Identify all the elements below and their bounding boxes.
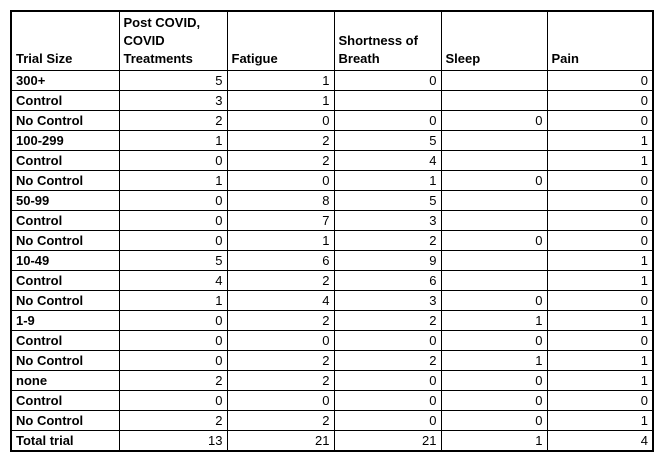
table-row (11, 211, 653, 231)
value-cell: 0 (547, 191, 653, 211)
trial-size-symptom-table (10, 10, 654, 452)
value-cell (441, 271, 547, 291)
table-row (11, 131, 653, 151)
value-cell: 2 (227, 131, 334, 151)
value-cell: 1 (119, 171, 227, 191)
row-label: Control (11, 331, 119, 351)
col-header-trial-size: Trial Size (11, 11, 119, 71)
value-cell: 4 (334, 151, 441, 171)
row-label: No Control (11, 291, 119, 311)
value-cell: 21 (227, 431, 334, 452)
col-header-fatigue: Fatigue (227, 11, 334, 71)
row-label: 50-99 (11, 191, 119, 211)
row-label: No Control (11, 351, 119, 371)
row-label: Control (11, 91, 119, 111)
value-cell: 0 (547, 91, 653, 111)
table-row (11, 351, 653, 371)
value-cell: 0 (119, 231, 227, 251)
value-cell: 2 (227, 151, 334, 171)
value-cell: 2 (227, 411, 334, 431)
row-label: 1-9 (11, 311, 119, 331)
value-cell: 2 (119, 111, 227, 131)
value-cell: 1 (547, 371, 653, 391)
table-row (11, 231, 653, 251)
value-cell: 0 (547, 111, 653, 131)
table-row (11, 331, 653, 351)
value-cell (334, 91, 441, 111)
value-cell: 0 (119, 351, 227, 371)
value-cell: 2 (334, 351, 441, 371)
value-cell: 0 (119, 331, 227, 351)
row-label: Control (11, 151, 119, 171)
table-row (11, 91, 653, 111)
value-cell: 0 (547, 211, 653, 231)
value-cell: 0 (547, 71, 653, 91)
row-label: No Control (11, 231, 119, 251)
value-cell: 0 (334, 391, 441, 411)
table-row (11, 251, 653, 271)
row-label: No Control (11, 411, 119, 431)
value-cell: 0 (441, 111, 547, 131)
col-header-sleep: Sleep (441, 11, 547, 71)
value-cell: 0 (334, 411, 441, 431)
value-cell: 5 (334, 191, 441, 211)
header-row (11, 11, 653, 71)
value-cell: 4 (227, 291, 334, 311)
value-cell: 0 (334, 371, 441, 391)
value-cell: 2 (227, 371, 334, 391)
table-row (11, 391, 653, 411)
value-cell (441, 131, 547, 151)
value-cell: 7 (227, 211, 334, 231)
table-row (11, 311, 653, 331)
row-label: 100-299 (11, 131, 119, 151)
value-cell: 1 (547, 311, 653, 331)
value-cell: 0 (547, 171, 653, 191)
value-cell: 0 (334, 331, 441, 351)
col-header-shortness-of-breath: Shortness of Breath (334, 11, 441, 71)
value-cell: 0 (441, 231, 547, 251)
value-cell: 0 (119, 191, 227, 211)
value-cell: 1 (547, 271, 653, 291)
value-cell: 4 (547, 431, 653, 452)
value-cell: 2 (119, 371, 227, 391)
table-row (11, 271, 653, 291)
value-cell: 1 (119, 131, 227, 151)
value-cell: 0 (227, 331, 334, 351)
value-cell (441, 91, 547, 111)
row-label: 10-49 (11, 251, 119, 271)
table-row (11, 291, 653, 311)
table-row (11, 431, 653, 452)
value-cell: 0 (227, 391, 334, 411)
value-cell: 0 (119, 211, 227, 231)
value-cell: 1 (547, 411, 653, 431)
value-cell: 2 (227, 271, 334, 291)
value-cell: 0 (441, 371, 547, 391)
table-row (11, 71, 653, 91)
value-cell: 5 (119, 251, 227, 271)
value-cell: 1 (547, 131, 653, 151)
value-cell: 8 (227, 191, 334, 211)
value-cell: 0 (119, 311, 227, 331)
value-cell: 0 (441, 291, 547, 311)
col-header-pain: Pain (547, 11, 653, 71)
row-label: No Control (11, 111, 119, 131)
value-cell: 6 (334, 271, 441, 291)
table-row (11, 191, 653, 211)
value-cell (441, 191, 547, 211)
value-cell: 1 (441, 431, 547, 452)
value-cell: 0 (547, 291, 653, 311)
value-cell (441, 251, 547, 271)
value-cell: 13 (119, 431, 227, 452)
value-cell: 1 (334, 171, 441, 191)
value-cell: 0 (334, 71, 441, 91)
value-cell: 0 (547, 391, 653, 411)
value-cell: 2 (119, 411, 227, 431)
table-body (11, 71, 653, 452)
value-cell: 0 (441, 171, 547, 191)
value-cell: 0 (119, 391, 227, 411)
value-cell (441, 71, 547, 91)
value-cell: 1 (119, 291, 227, 311)
value-cell: 1 (227, 91, 334, 111)
value-cell: 9 (334, 251, 441, 271)
value-cell: 1 (227, 71, 334, 91)
value-cell: 1 (227, 231, 334, 251)
row-label: Control (11, 271, 119, 291)
value-cell: 3 (334, 211, 441, 231)
value-cell: 2 (334, 311, 441, 331)
value-cell: 2 (227, 351, 334, 371)
value-cell: 1 (441, 351, 547, 371)
value-cell: 0 (441, 411, 547, 431)
value-cell: 1 (547, 351, 653, 371)
value-cell: 0 (547, 231, 653, 251)
value-cell: 1 (441, 311, 547, 331)
value-cell: 5 (119, 71, 227, 91)
value-cell: 0 (441, 391, 547, 411)
table-row (11, 171, 653, 191)
row-label: none (11, 371, 119, 391)
value-cell: 0 (119, 151, 227, 171)
value-cell (441, 211, 547, 231)
row-label: 300+ (11, 71, 119, 91)
value-cell: 1 (547, 151, 653, 171)
row-label: Total trial (11, 431, 119, 452)
value-cell: 0 (227, 111, 334, 131)
col-header-post-covid-treatments: Post COVID, COVID Treatments (119, 11, 227, 71)
value-cell: 0 (547, 331, 653, 351)
table-row (11, 151, 653, 171)
table-row (11, 111, 653, 131)
row-label: Control (11, 391, 119, 411)
value-cell: 0 (227, 171, 334, 191)
row-label: No Control (11, 171, 119, 191)
value-cell: 3 (334, 291, 441, 311)
table-row (11, 411, 653, 431)
value-cell: 0 (334, 111, 441, 131)
table-row (11, 371, 653, 391)
value-cell (441, 151, 547, 171)
value-cell: 3 (119, 91, 227, 111)
value-cell: 2 (227, 311, 334, 331)
value-cell: 1 (547, 251, 653, 271)
value-cell: 2 (334, 231, 441, 251)
value-cell: 21 (334, 431, 441, 452)
row-label: Control (11, 211, 119, 231)
value-cell: 6 (227, 251, 334, 271)
value-cell: 5 (334, 131, 441, 151)
value-cell: 4 (119, 271, 227, 291)
value-cell: 0 (441, 331, 547, 351)
